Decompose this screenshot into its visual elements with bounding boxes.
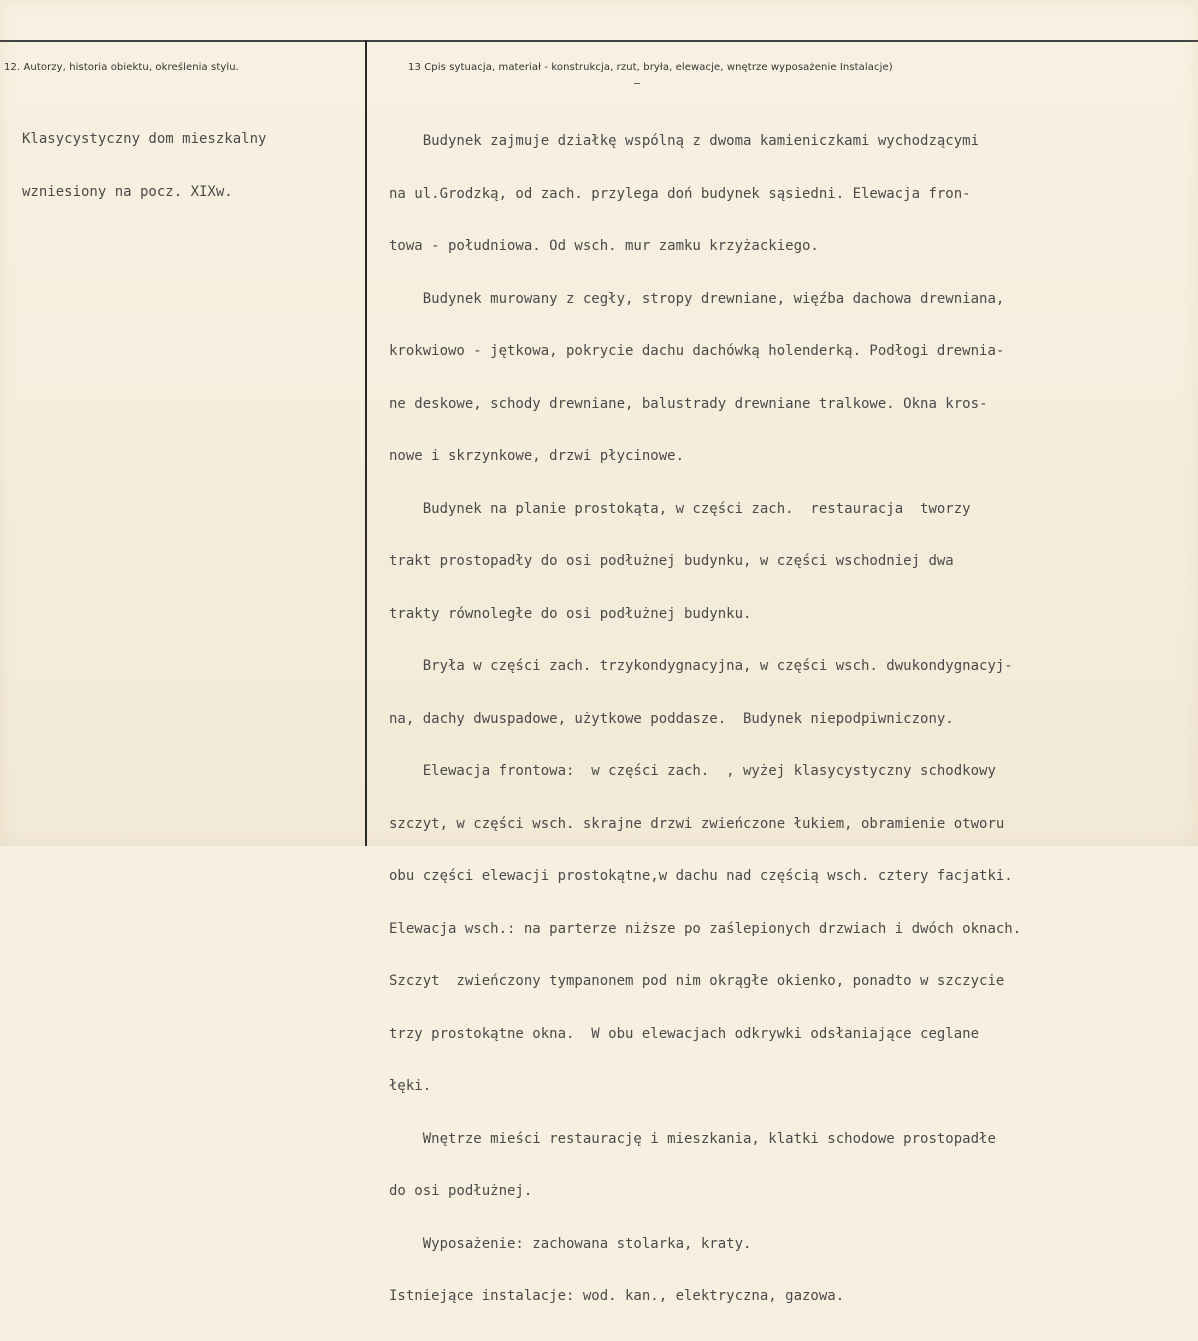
typed-line: trzy prostokątne okna. W obu elewacjach odkrywki odsłaniające ceglane xyxy=(389,1025,980,1042)
top-rule xyxy=(0,40,1198,42)
typed-line: towa - południowa. Od wsch. mur zamku krzyżackiego. xyxy=(389,238,819,254)
section-12-heading: 12. Autorzy, historia obiektu, określenia stylu. xyxy=(4,62,239,73)
pencil-mark xyxy=(634,83,640,84)
typed-line: trakty równoległe do osi podłużnej budynku. xyxy=(389,605,752,622)
typed-line: Szczyt zwieńczony tympanonem pod nim okrągłe okienko, ponadto w szczycie xyxy=(389,973,1005,989)
typed-line: obu części elewacji prostokątne,w dachu nad częścią wsch. cztery facjatki. xyxy=(389,868,1013,884)
typed-line: do osi podłużnej. xyxy=(389,1183,533,1199)
typed-line: łęki. xyxy=(389,1078,432,1094)
typed-line: wzniesiony na pocz. XIXw. xyxy=(22,183,233,200)
typed-line: Klasycystyczny dom mieszkalny xyxy=(22,131,267,147)
typed-line: ne deskowe, schody drewniane, balustrady drewniane tralkowe. Okna kros- xyxy=(389,395,988,412)
typed-line: na, dachy dwuspadowe, użytkowe poddasze. Budynek niepodpiwniczony. xyxy=(389,710,954,727)
section-13-heading: 13 Cpis sytuacja, materiał - konstrukcja, rzut, bryła, elewacje, wnętrze wyposażenie Instalacje) xyxy=(408,62,893,73)
typed-line: Wyposażenie: zachowana stolarka, kraty. xyxy=(389,1235,752,1252)
typed-line: Elewacja frontowa: w części zach. , wyżej klasycystyczny schodkowy xyxy=(389,763,996,779)
typed-line: szczyt, w części wsch. skrajne drzwi zwieńczone łukiem, obramienie otworu xyxy=(389,815,1005,832)
column-divider xyxy=(365,40,367,846)
typed-line: Budynek murowany z cegły, stropy drewniane, więźba dachowa drewniana, xyxy=(389,290,1005,307)
typed-line: Istniejące instalacje: wod. kan., elektryczna, gazowa. xyxy=(389,1288,845,1304)
typed-line: trakt prostopadły do osi podłużnej budynku, w części wschodniej dwa xyxy=(389,553,954,569)
typed-line: krokwiowo - jętkowa, pokrycie dachu dachówką holenderką. Podłogi drewnia- xyxy=(389,343,1005,359)
typed-line: Budynek na planie prostokąta, w części zach. restauracja tworzy xyxy=(389,500,971,517)
typed-line: na ul.Grodzką, od zach. przylega doń budynek sąsiedni. Elewacja fron- xyxy=(389,185,971,202)
typed-line: Bryła w części zach. trzykondygnacyjna, w części wsch. dwukondygnacyj- xyxy=(389,658,1013,674)
typed-line: Wnętrze mieści restaurację i mieszkania, klatki schodowe prostopadłe xyxy=(389,1130,996,1147)
typed-line: Elewacja wsch.: na parterze niższe po zaślepionych drzwiach i dwóch oknach. xyxy=(389,920,1022,937)
typed-line: Budynek zajmuje działkę wspólną z dwoma kamieniczkami wychodzącymi xyxy=(389,133,980,149)
style-description xyxy=(22,96,266,236)
building-description xyxy=(389,98,1021,1341)
typed-line: nowe i skrzynkowe, drzwi płycinowe. xyxy=(389,448,685,464)
